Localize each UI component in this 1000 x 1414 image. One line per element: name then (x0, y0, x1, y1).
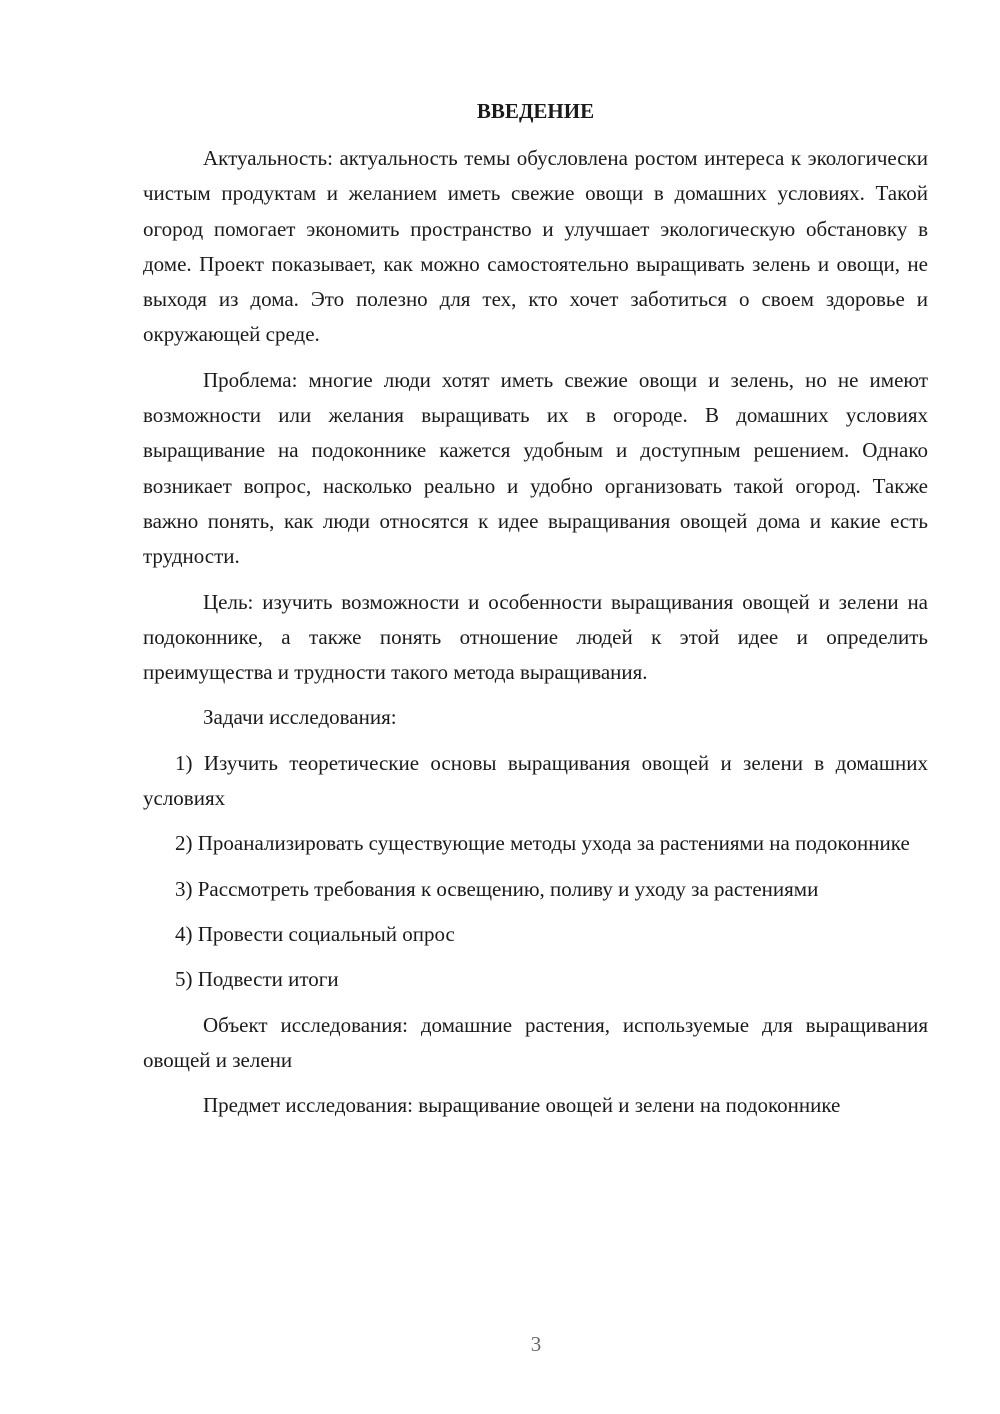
task-item: 4) Провести социальный опрос (175, 921, 455, 946)
task-item: 3) Рассмотреть требования к освещению, поливу и уходу за растениями (175, 876, 819, 901)
relevance-paragraph: Актуальность: актуальность темы обусловлена ростом интереса к экологически чистым продуктам и желанием иметь свежие овощи в домашних условиях. Такой огород помогает экономить пространство и улучшает экологическую обстановку в доме. Проект показывает, как можно самостоятельно выращивать зелень и овощи, не выходя из дома. Это полезно для тех, кто хочет заботиться о своем здоровье и окружающей среде. (143, 146, 928, 347)
problem-paragraph: Проблема: многие люди хотят иметь свежие овощи и зелень, но не имеют возможности или желания выращивать их в огороде. В домашних условиях выращивание на подоконнике кажется удобным и доступным решением. Однако возникает вопрос, насколько реально и удобно организовать такой огород. Также важно понять, как люди относятся к идее выращивания овощей дома и какие есть трудности. (143, 367, 928, 569)
tasks-heading: Задачи исследования: (203, 705, 397, 730)
object-paragraph: Объект исследования: домашние растения, используемые для выращивания овощей и зелени (143, 1012, 928, 1072)
page-number: 3 (530, 1332, 542, 1356)
task-item: 5) Подвести итоги (175, 967, 339, 992)
task-item: 2) Проанализировать существующие методы ухода за растениями на подоконнике (175, 831, 910, 856)
task-item: 1) Изучить теоретические основы выращивания овощей и зелени в домашних условиях (143, 750, 928, 811)
section-title: ВВЕДЕНИЕ (476, 99, 595, 123)
goal-paragraph: Цель: изучить возможности и особенности выращивания овощей и зелени на подоконнике, а также понять отношение людей к этой идее и определить преимущества и трудности такого метода выращивания. (143, 589, 928, 685)
subject-paragraph: Предмет исследования: выращивание овощей и зелени на подоконнике (203, 1093, 841, 1118)
tasks-list (143, 746, 928, 998)
page-content (143, 93, 928, 1123)
